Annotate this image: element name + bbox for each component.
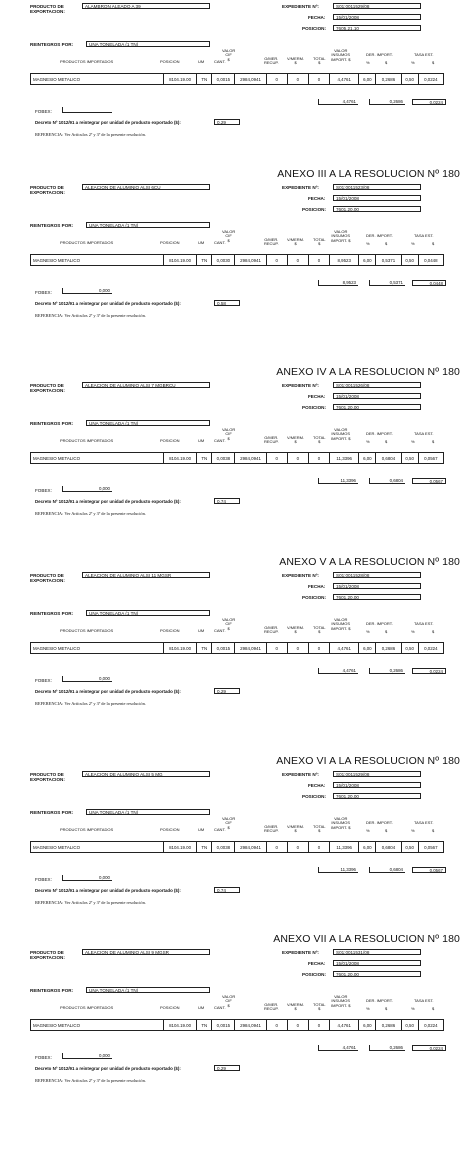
- hdr-tasa-dollar: $: [432, 828, 435, 833]
- hdr-der-pct: %: [366, 629, 370, 634]
- cell-cant: 0,0015: [212, 1020, 235, 1031]
- total-der: 0,2686: [369, 99, 405, 105]
- cell-posicion: 8104.19.00: [163, 453, 196, 464]
- reintegros-label: REINTEGROS POR:: [30, 810, 74, 815]
- cell-cif: 2984,0941: [235, 453, 266, 464]
- total-der: 0,2686: [369, 668, 405, 674]
- hdr-der-import: DER. IMPORT.: [366, 820, 393, 825]
- hdr-um: UM: [198, 827, 205, 832]
- hdr-der-import: DER. IMPORT.: [366, 52, 393, 57]
- cell-total: 0: [308, 74, 329, 85]
- cell-tasa-pct: 0,50: [401, 1020, 418, 1031]
- hdr-valor-insumos: VALOR INSUMOS IMPORT. $: [331, 427, 351, 441]
- cell-cif: 2984,0941: [235, 643, 266, 654]
- hdr-um: UM: [198, 628, 205, 633]
- hdr-vmerm: V/MERM. $: [287, 56, 305, 66]
- cell-cif: 2984,0941: [235, 1020, 266, 1031]
- hdr-total: TOTAL $: [313, 435, 326, 445]
- posicion-label: POSICION:: [302, 595, 326, 600]
- total-insumos: 8,9523: [318, 280, 358, 286]
- cell-posicion: 8104.19.00: [163, 1020, 196, 1031]
- reintegros-value: UNA TONELADA (1 TN): [86, 809, 210, 815]
- cell-gmer: 0: [266, 255, 287, 266]
- hdr-der-import: DER. IMPORT.: [366, 233, 393, 238]
- hdr-tasa-dollar: $: [432, 241, 435, 246]
- hdr-posicion: POSICION: [160, 628, 180, 633]
- producto-label: PRODUCTO DE EXPORTACION:: [30, 383, 65, 394]
- posicion-label: POSICION:: [302, 26, 326, 31]
- cell-der-pct: 6,00: [359, 74, 376, 85]
- cell-insumos: 4,4761: [330, 643, 359, 654]
- hdr-valor-cif: VALOR CIF $: [222, 816, 236, 830]
- hdr-valor-cif: VALOR CIF $: [222, 617, 236, 631]
- hdr-valor-cif: VALOR CIF $: [222, 994, 236, 1008]
- hdr-productos: PRODUCTOS IMPORTADOS: [60, 59, 114, 64]
- table-row: [30, 642, 444, 654]
- expediente-label: EXPEDIENTE Nº:: [282, 185, 319, 190]
- posicion-value: 7605.21.10: [333, 25, 421, 31]
- producto-label: PRODUCTO DE EXPORTACION:: [30, 185, 65, 196]
- fecha-label: FECHA:: [308, 15, 326, 20]
- producto-label: PRODUCTO DE EXPORTACION:: [30, 950, 65, 961]
- cell-cif: 2984,0941: [235, 842, 266, 853]
- hdr-tasa-dollar: $: [432, 439, 435, 444]
- cell-insumos: 4,4761: [330, 74, 359, 85]
- hdr-total: TOTAL $: [313, 56, 326, 66]
- hdr-tasa-pct: %: [411, 439, 415, 444]
- hdr-um: UM: [198, 59, 205, 64]
- fecha-label: FECHA:: [308, 584, 326, 589]
- expediente-value: S01:0011529/08: [333, 3, 421, 9]
- cell-vmerm: 0: [287, 842, 308, 853]
- cell-posicion: 8104.19.00: [163, 74, 196, 85]
- expediente-label: EXPEDIENTE Nº:: [282, 950, 319, 955]
- cell-der-val: 0,6804: [376, 453, 401, 464]
- expediente-value: S01:0011529/08: [333, 771, 421, 777]
- reintegros-value: UNA TONELADA (1 TN): [86, 222, 210, 228]
- hdr-tasa-est: TASA EST.: [414, 233, 434, 238]
- fecha-label: FECHA:: [308, 961, 326, 966]
- hdr-gmer: G/MER. RECUP.: [264, 237, 279, 247]
- hdr-tasa-pct: %: [411, 828, 415, 833]
- total-insumos: 4,4761: [318, 99, 358, 105]
- hdr-vmerm: V/MERM. $: [287, 435, 305, 445]
- expediente-value: S01:0011528/08: [333, 572, 421, 578]
- producto-value: ALEACION DE ALUMINIO ALSI 9 MGSR: [82, 949, 210, 955]
- decreto-label: Decreto Nº 1012/91 a reintegrar por unidad de producto exportado ($):: [35, 689, 181, 694]
- hdr-der-pct: %: [366, 1006, 370, 1011]
- cell-cant: 0,0030: [212, 255, 235, 266]
- hdr-valor-cif: VALOR CIF $: [222, 427, 236, 441]
- hdr-tasa-est: TASA EST.: [414, 52, 434, 57]
- hdr-valor-insumos: VALOR INSUMOS IMPORT. $: [331, 48, 351, 62]
- posicion-value: 7601.20.00: [333, 404, 421, 410]
- table-row: [30, 1019, 444, 1031]
- cell-nombre: MAGNESIO METALICO: [31, 643, 164, 654]
- posicion-label: POSICION:: [302, 405, 326, 410]
- fobex-label: FOBEX:: [35, 678, 52, 683]
- reintegros-value: UNA TONELADA (1 TN): [86, 420, 210, 426]
- fecha-value: 15/01/2008: [333, 583, 421, 589]
- posicion-label: POSICION:: [302, 207, 326, 212]
- cell-tasa-pct: 0,50: [401, 842, 418, 853]
- cell-insumos: 8,9523: [330, 255, 359, 266]
- referencia-text: REFERENCIA: Ver Artículos 2º y 3º de la presente resolución.: [35, 701, 146, 706]
- hdr-vmerm: V/MERM. $: [287, 625, 305, 635]
- cell-cif: 2984,0941: [235, 255, 266, 266]
- hdr-der-import: DER. IMPORT.: [366, 621, 393, 626]
- total-der: 0,6804: [369, 478, 405, 484]
- posicion-value: 7601.20.00: [333, 594, 421, 600]
- decreto-value: 0,74: [214, 498, 240, 504]
- posicion-label: POSICION:: [302, 794, 326, 799]
- referencia-text: REFERENCIA: Ver Artículos 2º y 3º de la presente resolución.: [35, 313, 146, 318]
- decreto-label: Decreto Nº 1012/91 a reintegrar por unidad de producto exportado ($):: [35, 1066, 181, 1071]
- posicion-value: 7601.20.00: [333, 971, 421, 977]
- cell-um: TN: [197, 842, 212, 853]
- hdr-tasa-pct: %: [411, 60, 415, 65]
- cell-total: 0: [308, 453, 329, 464]
- anexo-title: ANEXO V A LA RESOLUCION Nº 180: [279, 556, 460, 568]
- hdr-um: UM: [198, 438, 205, 443]
- cell-cant: 0,0015: [212, 74, 235, 85]
- hdr-cant: CANT.: [214, 1005, 226, 1010]
- cell-der-val: 0,6804: [376, 842, 401, 853]
- hdr-valor-insumos: VALOR INSUMOS IMPORT. $: [331, 229, 351, 243]
- decreto-label: Decreto Nº 1012/91 a reintegrar por unidad de producto exportado ($):: [35, 499, 181, 504]
- cell-tasa-val: 0,0567: [418, 453, 443, 464]
- total-der: 0,2686: [369, 1045, 405, 1051]
- total-insumos: 4,4761: [318, 1045, 358, 1051]
- hdr-vmerm: V/MERM. $: [287, 1002, 305, 1012]
- cell-posicion: 8104.19.00: [163, 643, 196, 654]
- hdr-valor-insumos: VALOR INSUMOS IMPORT. $: [331, 994, 351, 1008]
- hdr-um: UM: [198, 1005, 205, 1010]
- hdr-productos: PRODUCTOS IMPORTADOS: [60, 438, 114, 443]
- decreto-value: 0,29: [214, 119, 240, 125]
- cell-total: 0: [308, 1020, 329, 1031]
- cell-tasa-pct: 0,50: [401, 255, 418, 266]
- hdr-der-dollar: $: [385, 439, 388, 444]
- hdr-cant: CANT.: [214, 240, 226, 245]
- producto-value: ALEACION DE ALUMINIO ALSI 7 MGBRCU: [82, 382, 210, 388]
- total-tasa: 0,0448: [412, 280, 446, 286]
- fecha-value: 15/01/2008: [333, 960, 421, 966]
- hdr-cant: CANT.: [214, 438, 226, 443]
- table-row: [30, 841, 444, 853]
- fecha-value: 15/01/2008: [333, 782, 421, 788]
- total-tasa: 0,0567: [412, 478, 446, 484]
- hdr-posicion: POSICION: [160, 1005, 180, 1010]
- hdr-valor-insumos: VALOR INSUMOS IMPORT. $: [331, 617, 351, 631]
- cell-tasa-pct: 0,50: [401, 453, 418, 464]
- fobex-label: FOBEX:: [35, 109, 52, 114]
- total-tasa: 0,0224: [412, 1045, 446, 1051]
- hdr-productos: PRODUCTOS IMPORTADOS: [60, 827, 114, 832]
- fecha-label: FECHA:: [308, 783, 326, 788]
- producto-value: ALEACION DE ALUMINIO ALSI 11 MGSR: [82, 572, 210, 578]
- reintegros-label: REINTEGROS POR:: [30, 421, 74, 426]
- fobex-value: 0,000: [62, 486, 112, 492]
- table-row: [30, 254, 444, 266]
- hdr-tasa-pct: %: [411, 1006, 415, 1011]
- cell-posicion: 8104.19.00: [163, 842, 196, 853]
- fecha-value: 15/01/2008: [333, 195, 421, 201]
- hdr-der-pct: %: [366, 828, 370, 833]
- total-der: 0,6804: [369, 867, 405, 873]
- hdr-gmer: G/MER. RECUP.: [264, 435, 279, 445]
- expediente-label: EXPEDIENTE Nº:: [282, 4, 319, 9]
- cell-der-val: 0,2686: [376, 74, 401, 85]
- reintegros-label: REINTEGROS POR:: [30, 611, 74, 616]
- hdr-der-dollar: $: [385, 60, 388, 65]
- hdr-der-dollar: $: [385, 1006, 388, 1011]
- anexo-title: ANEXO VI A LA RESOLUCION Nº 180: [276, 755, 460, 767]
- cell-der-pct: 6,00: [359, 643, 376, 654]
- cell-tasa-val: 0,0567: [418, 842, 443, 853]
- cell-tasa-pct: 0,50: [401, 643, 418, 654]
- hdr-cant: CANT.: [214, 628, 226, 633]
- hdr-valor-insumos: VALOR INSUMOS IMPORT. $: [331, 816, 351, 830]
- fobex-value: 0,000: [62, 1053, 112, 1059]
- anexo-title: ANEXO IV A LA RESOLUCION Nº 180: [276, 366, 460, 378]
- hdr-tasa-dollar: $: [432, 629, 435, 634]
- total-tasa: 0,0567: [412, 867, 446, 873]
- cell-nombre: MAGNESIO METALICO: [31, 1020, 164, 1031]
- hdr-vmerm: V/MERM. $: [287, 237, 305, 247]
- table-row: [30, 73, 444, 85]
- cell-total: 0: [308, 643, 329, 654]
- cell-cif: 2984,0941: [235, 74, 266, 85]
- cell-nombre: MAGNESIO METALICO: [31, 74, 164, 85]
- cell-tasa-pct: 0,50: [401, 74, 418, 85]
- hdr-total: TOTAL $: [313, 824, 326, 834]
- hdr-gmer: G/MER. RECUP.: [264, 56, 279, 66]
- decreto-label: Decreto Nº 1012/91 a reintegrar por unidad de producto exportado ($):: [35, 888, 181, 893]
- anexo-title: ANEXO III A LA RESOLUCION Nº 180: [277, 168, 460, 180]
- fobex-label: FOBEX:: [35, 290, 52, 295]
- expediente-value: S01:0011531/08: [333, 949, 421, 955]
- hdr-cant: CANT.: [214, 59, 226, 64]
- cell-der-pct: 6,00: [359, 453, 376, 464]
- hdr-tasa-dollar: $: [432, 60, 435, 65]
- cell-nombre: MAGNESIO METALICO: [31, 255, 164, 266]
- expediente-value: S01:0011526/08: [333, 382, 421, 388]
- anexo-title: ANEXO VII A LA RESOLUCION Nº 180: [273, 933, 460, 945]
- expediente-label: EXPEDIENTE Nº:: [282, 383, 319, 388]
- cell-vmerm: 0: [287, 643, 308, 654]
- producto-label: PRODUCTO DE EXPORTACION:: [30, 772, 65, 783]
- fecha-value: 15/01/2008: [333, 14, 421, 20]
- cell-tasa-val: 0,0224: [418, 643, 443, 654]
- table-row: [30, 452, 444, 464]
- cell-gmer: 0: [266, 842, 287, 853]
- cell-gmer: 0: [266, 1020, 287, 1031]
- decreto-label: Decreto Nº 1012/91 a reintegrar por unidad de producto exportado ($):: [35, 120, 181, 125]
- hdr-der-pct: %: [366, 241, 370, 246]
- expediente-value: S01:0011523/08: [333, 184, 421, 190]
- decreto-value: 0,29: [214, 1065, 240, 1071]
- producto-value: ALEACION DE ALUMINIO ALSI 5 MG: [82, 771, 210, 777]
- cell-total: 0: [308, 255, 329, 266]
- expediente-label: EXPEDIENTE Nº:: [282, 573, 319, 578]
- fobex-value: [62, 107, 112, 113]
- cell-vmerm: 0: [287, 255, 308, 266]
- hdr-der-dollar: $: [385, 828, 388, 833]
- posicion-value: 7601.20.00: [333, 793, 421, 799]
- cell-um: TN: [197, 255, 212, 266]
- cell-um: TN: [197, 1020, 212, 1031]
- hdr-der-dollar: $: [385, 241, 388, 246]
- producto-label: PRODUCTO DE EXPORTACION:: [30, 573, 65, 584]
- hdr-tasa-pct: %: [411, 241, 415, 246]
- cell-cant: 0,0015: [212, 643, 235, 654]
- fobex-value: 0,000: [62, 288, 112, 294]
- fecha-label: FECHA:: [308, 394, 326, 399]
- hdr-total: TOTAL $: [313, 625, 326, 635]
- cell-um: TN: [197, 643, 212, 654]
- hdr-tasa-pct: %: [411, 629, 415, 634]
- reintegros-label: REINTEGROS POR:: [30, 223, 74, 228]
- expediente-label: EXPEDIENTE Nº:: [282, 772, 319, 777]
- cell-posicion: 8104.19.00: [163, 255, 196, 266]
- cell-total: 0: [308, 842, 329, 853]
- hdr-der-pct: %: [366, 60, 370, 65]
- hdr-tasa-est: TASA EST.: [414, 998, 434, 1003]
- cell-der-pct: 6,00: [359, 842, 376, 853]
- hdr-valor-cif: VALOR CIF $: [222, 229, 236, 243]
- fobex-value: 0,000: [62, 676, 112, 682]
- cell-vmerm: 0: [287, 74, 308, 85]
- hdr-der-dollar: $: [385, 629, 388, 634]
- hdr-gmer: G/MER. RECUP.: [264, 824, 279, 834]
- total-der: 0,5371: [369, 280, 405, 286]
- decreto-value: 0,58: [214, 300, 240, 306]
- cell-der-val: 0,5371: [376, 255, 401, 266]
- hdr-tasa-est: TASA EST.: [414, 431, 434, 436]
- fobex-label: FOBEX:: [35, 1055, 52, 1060]
- total-tasa: 0,0224: [412, 99, 446, 105]
- cell-nombre: MAGNESIO METALICO: [31, 453, 164, 464]
- hdr-posicion: POSICION: [160, 827, 180, 832]
- cell-insumos: 4,4761: [330, 1020, 359, 1031]
- cell-tasa-val: 0,0224: [418, 1020, 443, 1031]
- decreto-label: Decreto Nº 1012/91 a reintegrar por unidad de producto exportado ($):: [35, 301, 181, 306]
- hdr-tasa-est: TASA EST.: [414, 820, 434, 825]
- hdr-gmer: G/MER. RECUP.: [264, 1002, 279, 1012]
- hdr-productos: PRODUCTOS IMPORTADOS: [60, 628, 114, 633]
- decreto-value: 0,29: [214, 688, 240, 694]
- hdr-total: TOTAL $: [313, 1002, 326, 1012]
- fecha-label: FECHA:: [308, 196, 326, 201]
- total-insumos: 4,4761: [318, 668, 358, 674]
- reintegros-value: UNA TONELADA (1 TN): [86, 41, 210, 47]
- hdr-der-import: DER. IMPORT.: [366, 431, 393, 436]
- cell-der-val: 0,2686: [376, 643, 401, 654]
- cell-insumos: 11,3396: [330, 842, 359, 853]
- fobex-label: FOBEX:: [35, 877, 52, 882]
- referencia-text: REFERENCIA: Ver Artículos 2º y 3º de la presente resolución.: [35, 132, 146, 137]
- hdr-cant: CANT.: [214, 827, 226, 832]
- cell-tasa-val: 0,0224: [418, 74, 443, 85]
- referencia-text: REFERENCIA: Ver Artículos 2º y 3º de la presente resolución.: [35, 1078, 146, 1083]
- cell-der-pct: 6,00: [359, 255, 376, 266]
- producto-value: ALEACION DE ALUMINIO ALSI 6CU: [82, 184, 210, 190]
- fobex-value: 0,000: [62, 875, 112, 881]
- cell-insumos: 11,3396: [330, 453, 359, 464]
- cell-um: TN: [197, 74, 212, 85]
- cell-gmer: 0: [266, 453, 287, 464]
- hdr-gmer: G/MER. RECUP.: [264, 625, 279, 635]
- cell-cant: 0,0038: [212, 842, 235, 853]
- referencia-text: REFERENCIA: Ver Artículos 2º y 3º de la presente resolución.: [35, 511, 146, 516]
- cell-gmer: 0: [266, 74, 287, 85]
- fobex-label: FOBEX:: [35, 488, 52, 493]
- cell-nombre: MAGNESIO METALICO: [31, 842, 164, 853]
- referencia-text: REFERENCIA: Ver Artículos 2º y 3º de la presente resolución.: [35, 900, 146, 905]
- hdr-der-pct: %: [366, 439, 370, 444]
- hdr-posicion: POSICION: [160, 59, 180, 64]
- hdr-posicion: POSICION: [160, 240, 180, 245]
- hdr-um: UM: [198, 240, 205, 245]
- cell-gmer: 0: [266, 643, 287, 654]
- cell-vmerm: 0: [287, 1020, 308, 1031]
- hdr-tasa-dollar: $: [432, 1006, 435, 1011]
- reintegros-value: UNA TONELADA (1 TN): [86, 610, 210, 616]
- producto-value: ALAMBRON ALEADO A 39: [82, 3, 210, 9]
- cell-vmerm: 0: [287, 453, 308, 464]
- hdr-vmerm: V/MERM. $: [287, 824, 305, 834]
- cell-cant: 0,0038: [212, 453, 235, 464]
- cell-der-val: 0,2686: [376, 1020, 401, 1031]
- producto-label: PRODUCTO DE EXPORTACION:: [30, 4, 65, 15]
- reintegros-label: REINTEGROS POR:: [30, 988, 74, 993]
- posicion-label: POSICION:: [302, 972, 326, 977]
- cell-tasa-val: 0,0448: [418, 255, 443, 266]
- hdr-der-import: DER. IMPORT.: [366, 998, 393, 1003]
- total-insumos: 11,3396: [318, 867, 358, 873]
- fecha-value: 15/01/2008: [333, 393, 421, 399]
- hdr-valor-cif: VALOR CIF $: [222, 48, 236, 62]
- cell-der-pct: 6,00: [359, 1020, 376, 1031]
- posicion-value: 7601.20.00: [333, 206, 421, 212]
- reintegros-value: UNA TONELADA (1 TN): [86, 987, 210, 993]
- hdr-productos: PRODUCTOS IMPORTADOS: [60, 240, 114, 245]
- hdr-productos: PRODUCTOS IMPORTADOS: [60, 1005, 114, 1010]
- total-insumos: 11,3396: [318, 478, 358, 484]
- reintegros-label: REINTEGROS POR:: [30, 42, 74, 47]
- decreto-value: 0,74: [214, 887, 240, 893]
- hdr-posicion: POSICION: [160, 438, 180, 443]
- cell-um: TN: [197, 453, 212, 464]
- hdr-tasa-est: TASA EST.: [414, 621, 434, 626]
- total-tasa: 0,0224: [412, 668, 446, 674]
- hdr-total: TOTAL $: [313, 237, 326, 247]
